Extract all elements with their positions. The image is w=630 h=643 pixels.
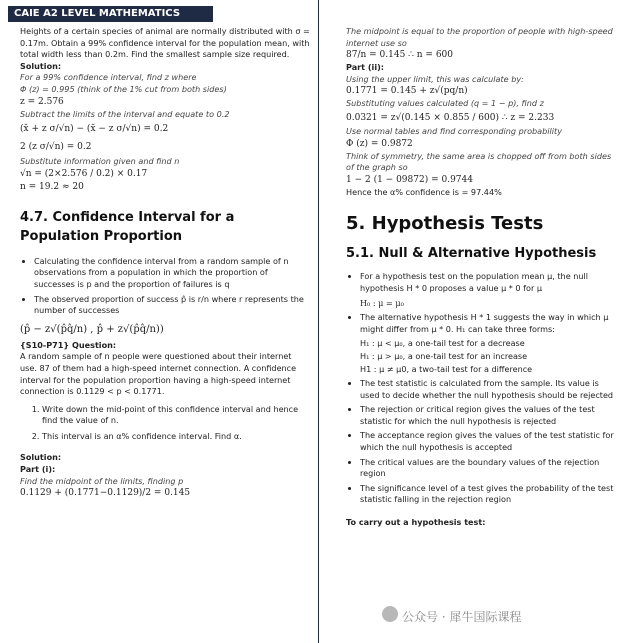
- question-text: A random sample of n people were questioned about their internet use. 87 of them had a high-speed internet connection. A confidence interval for the population proportion having a high-speed internet connection is 0.1129 < p < 0.1771.: [20, 351, 297, 397]
- conclusion: Hence the α% confidence is = 97.44%: [346, 186, 502, 197]
- page-banner: CAIE A2 LEVEL MATHEMATICS: [8, 6, 213, 22]
- solution-step: Subtract the limits of the interval and equate to 0.2: [20, 108, 230, 119]
- question-part: 1. Write down the mid-point of this confidence interval and hence find the value of n.: [42, 404, 310, 427]
- question-label: {S10-P71} Question:: [20, 339, 117, 350]
- watermark: 公众号 · 犀牛国际课程: [402, 610, 522, 624]
- solution-step: Substituting values calculated (q = 1 − p), find z: [346, 98, 544, 109]
- solution-step: The midpoint is equal to the proportion of people with high-speed internet use so: [346, 26, 613, 48]
- equation: z = 2.576: [20, 96, 64, 107]
- bullet-item: • For a hypothesis test on the population mean μ, the null hypothesis H * 0 proposes a value μ * 0 for μ: [360, 271, 618, 294]
- bullet-item: • The significance level of a test gives the probability of the test statistic falling in the rejection region: [360, 483, 618, 506]
- question-parts: [20, 404, 310, 443]
- solution-step: Think of symmetry, the same area is chopped off from both sides of the graph so: [346, 150, 612, 173]
- part-label: Part (i):: [20, 464, 56, 475]
- wechat-icon: [382, 606, 398, 622]
- hypothesis-line: H1 : μ ≠ μ0, a two-tail test for a difference: [360, 363, 533, 374]
- solution-step: Use normal tables and find corresponding probability: [346, 125, 562, 136]
- bullet-list: [20, 256, 310, 317]
- solution-label: Solution:: [20, 60, 62, 71]
- hypothesis-line: H₀ : μ = μ₀: [360, 297, 404, 308]
- equation: 87/n = 0.145 ∴ n = 600: [346, 50, 453, 61]
- question-text: Heights of a certain species of animal are normally distributed with σ = 0.17m. Obtain a 99% confidence interval for the population mean, with total width less than 0.2m. Find the smallest sample size required.: [20, 26, 310, 60]
- chapter-heading: 5. Hypothesis Tests: [346, 213, 544, 235]
- column-divider: [318, 0, 319, 643]
- equation: 1 − 2 (1 − 09872) = 0.9744: [346, 174, 473, 185]
- solution-step: Φ (z) = 0.995 (think of the 1% cut from both sides): [20, 83, 227, 94]
- part-label: Part (ii):: [346, 62, 385, 73]
- solution-step: Substitute information given and find n: [20, 156, 180, 167]
- section-heading: 5.1. Null & Alternative Hypothesis: [346, 246, 597, 262]
- bullet-list: [346, 271, 618, 506]
- solution-step: Using the upper limit, this was calculate by:: [346, 73, 524, 84]
- left-column: [20, 26, 310, 500]
- bullet-item: • The rejection or critical region gives the values of the test statistic for which the null hypothesis is rejected: [360, 404, 618, 427]
- formula: (p̂ − z√(p̂q̂/n) , p̂ + z√(p̂q̂/n)): [20, 323, 164, 335]
- equation: 0.1771 = 0.145 + z√(pq/n): [346, 86, 468, 97]
- solution-step: Find the midpoint of the limits, finding p: [20, 475, 184, 486]
- equation: n = 19.2 ≈ 20: [20, 181, 84, 192]
- section-heading: 4.7. Confidence Interval for a Population Proportion: [20, 209, 235, 244]
- right-column: [346, 26, 618, 529]
- equation: 0.1129 + (0.1771−0.1129)/2 = 0.145: [20, 488, 191, 499]
- equation: 2 (z σ/√n) = 0.2: [20, 142, 92, 153]
- equation: 0.0321 = z√(0.145 × 0.855 / 600) ∴ z = 2.233: [346, 112, 555, 123]
- equation: √n = (2×2.576 / 0.2) × 0.17: [20, 168, 148, 179]
- subheading: To carry out a hypothesis test:: [346, 517, 486, 528]
- bullet-item: • The test statistic is calculated from the sample. Its value is used to decide whether the null hypothesis should be rejected: [360, 378, 618, 401]
- solution-label: Solution:: [20, 452, 62, 463]
- question-part: 2. This interval is an α% confidence interval. Find α.: [42, 431, 310, 443]
- bullet-item: • The acceptance region gives the values of the test statistic for which the null hypothesis is accepted: [360, 430, 618, 453]
- bullet-item: • The alternative hypothesis H * 1 suggests the way in which μ might differ from μ * 0. H₁ can take three forms:: [360, 312, 618, 335]
- bullet-item: • The observed proportion of success p̂ is r/n where r represents the number of successes: [34, 294, 310, 317]
- hypothesis-line: H₁ : μ > μ₀, a one-tail test for an increase: [360, 350, 528, 361]
- hypothesis-line: H₁ : μ < μ₀, a one-tail test for a decrease: [360, 338, 525, 349]
- equation: Φ (z) = 0.9872: [346, 138, 413, 149]
- bullet-item: • The critical values are the boundary values of the rejection region: [360, 457, 618, 480]
- equation: (x̄ + z σ/√n) − (x̄ − z σ/√n) = 0.2: [20, 124, 169, 135]
- bullet-item: • Calculating the confidence interval from a random sample of n observations from a population in which the proportion of successes is p and the proportion of failures is q: [34, 256, 310, 291]
- solution-step: For a 99% confidence interval, find z where: [20, 72, 197, 83]
